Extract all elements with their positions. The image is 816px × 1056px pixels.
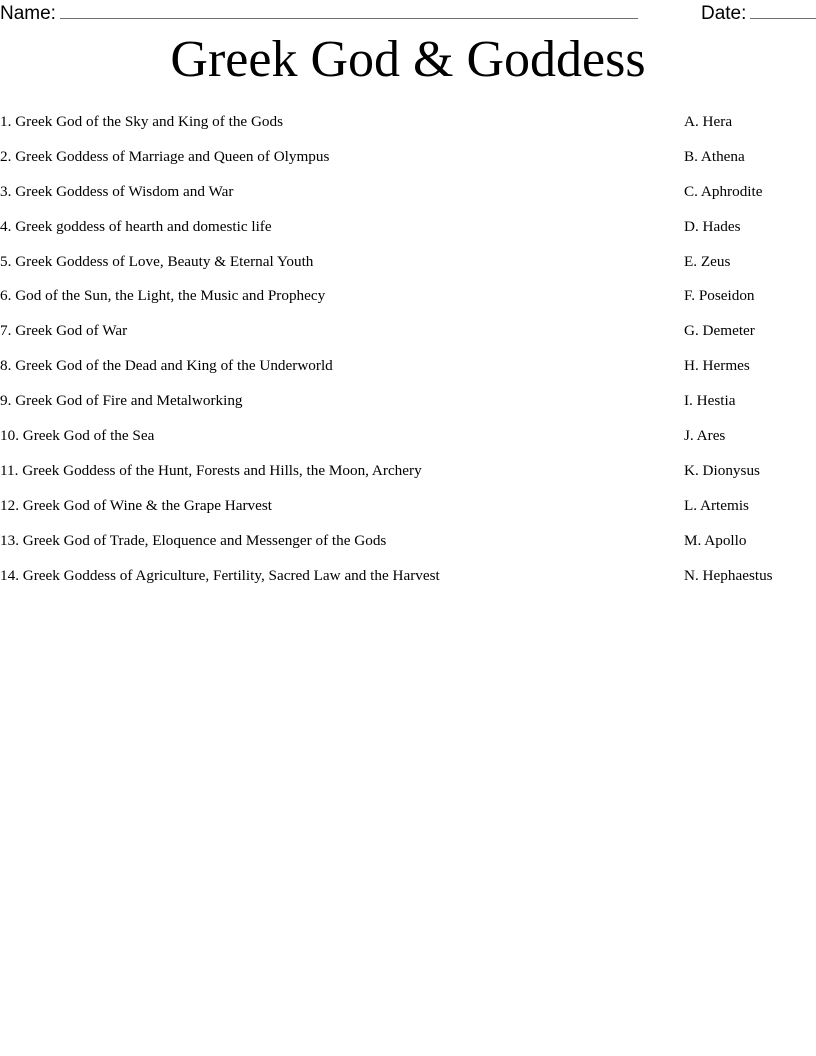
table-row [0, 113, 816, 148]
choice-n: N. Hephaestus [684, 566, 773, 584]
choice-j: J. Ares [684, 427, 726, 445]
table-row [0, 392, 816, 427]
table-row [0, 322, 816, 357]
table-row [0, 357, 816, 392]
page-title: Greek God & Goddess [170, 31, 646, 88]
prompt-1: 1. Greek God of the Sky and King of the Gods [0, 113, 284, 130]
table-row [0, 462, 816, 497]
choice-h: H. Hermes [684, 357, 750, 375]
table-row [0, 287, 816, 322]
table-row [0, 253, 816, 288]
prompt-4: 4. Greek goddess of hearth and domestic life [0, 217, 272, 235]
choice-e: E. Zeus [684, 252, 731, 270]
prompt-11: 11. Greek Goddess of the Hunt, Forests and Hills, the Moon, Archery [0, 461, 422, 479]
name-input-line[interactable] [60, 3, 638, 19]
choice-m: M. Apollo [684, 531, 747, 549]
choice-d: D. Hades [684, 217, 741, 235]
choice-g: G. Demeter [684, 322, 755, 340]
prompt-5: 5. Greek Goddess of Love, Beauty & Eternal Youth [0, 252, 314, 270]
choice-k: K. Dionysus [684, 461, 760, 479]
table-row [0, 183, 816, 218]
prompt-12: 12. Greek God of Wine & the Grape Harvest [0, 496, 272, 514]
prompt-6: 6. God of the Sun, the Light, the Music and Prophecy [0, 287, 326, 305]
prompt-7: 7. Greek God of War [0, 322, 128, 340]
table-row [0, 218, 816, 253]
choice-b: B. Athena [684, 147, 745, 165]
prompt-2: 2. Greek Goddess of Marriage and Queen of Olympus [0, 147, 330, 165]
choice-c: C. Aphrodite [684, 182, 763, 200]
name-date-header [0, 0, 816, 28]
choice-l: L. Artemis [684, 496, 749, 514]
choice-i: I. Hestia [684, 392, 736, 410]
table-row [0, 148, 816, 183]
choice-a: A. Hera [684, 113, 733, 130]
prompt-3: 3. Greek Goddess of Wisdom and War [0, 182, 234, 200]
choice-f: F. Poseidon [684, 287, 755, 305]
table-row [0, 532, 816, 567]
date-input-line[interactable] [750, 3, 816, 19]
table-row [0, 427, 816, 462]
table-row [0, 567, 816, 602]
prompt-10: 10. Greek God of the Sea [0, 427, 155, 445]
date-label: Date: [700, 3, 747, 24]
prompt-8: 8. Greek God of the Dead and King of the Underworld [0, 357, 333, 375]
prompt-9: 9. Greek God of Fire and Metalworking [0, 392, 243, 410]
prompt-14: 14. Greek Goddess of Agriculture, Fertility, Sacred Law and the Harvest [0, 566, 440, 584]
matching-list [0, 113, 816, 601]
name-label: Name: [0, 3, 56, 24]
prompt-13: 13. Greek God of Trade, Eloquence and Messenger of the Gods [0, 531, 387, 549]
table-row [0, 497, 816, 532]
